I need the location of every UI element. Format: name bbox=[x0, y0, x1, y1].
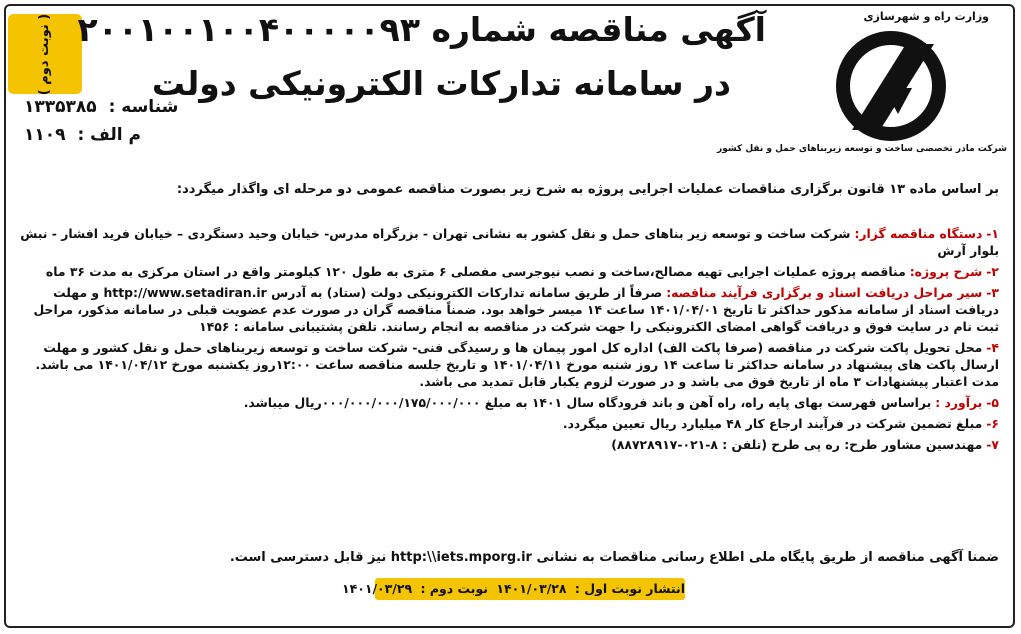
item-label: دستگاه مناقصه گزار: bbox=[854, 226, 983, 241]
item-number: ۳- bbox=[986, 285, 999, 300]
ad-id-value: ۱۳۳۵۳۸۵ bbox=[24, 97, 97, 117]
intro-text: بر اساس ماده ۱۳ قانون برگزاری مناقصات عملیات اجرایی پروژه به شرح زیر بصورت مناقصه عمومی دو مرحله ای واگذار میگردد: bbox=[176, 182, 999, 197]
item-number: ۷- bbox=[986, 437, 999, 452]
publication-second-label: نوبت دوم : bbox=[420, 581, 488, 596]
malef-value: ۱۱۰۹ bbox=[24, 125, 66, 145]
list-item bbox=[20, 263, 999, 280]
list-item bbox=[20, 225, 999, 259]
item-text: شرکت ساخت و توسعه زیر بناهای حمل و نقل کشور به نشانی تهران - بزرگراه مدرس- خیابان وحید دستگردی – خیابان فرید افشار - نبش بلوار آرش bbox=[20, 226, 999, 258]
ministry-name: وزارت راه و شهرسازی bbox=[863, 10, 989, 23]
malef bbox=[24, 125, 141, 145]
round-badge bbox=[8, 14, 82, 94]
portal-note: ضمنا آگهی مناقصه از طریق پایگاه ملی اطلاع رسانی مناقصات به نشانی http:\\iets.mporg.ir نیز قابل دسترسی است. bbox=[229, 550, 999, 565]
item-number: ۵- bbox=[986, 395, 999, 410]
item-text: مبلغ تضمین شرکت در فرآیند ارجاع کار ۴۸ میلیارد ریال تعیین میگردد. bbox=[562, 416, 983, 431]
publication-dates bbox=[341, 578, 685, 600]
ad-id bbox=[24, 97, 178, 117]
company-name: شرکت مادر تخصصی ساخت و توسعه زیربناهای حمل و نقل کشور bbox=[717, 144, 1007, 154]
malef-label: م الف : bbox=[77, 125, 141, 145]
item-text: مهندسین مشاور طرح: ره پی طرح (تلفن : ۸-۰۲۱-۸۸۷۲۸۹۱۷) bbox=[611, 437, 983, 452]
round-badge-text: ( نوبت دوم ) bbox=[37, 13, 53, 95]
item-number: ۱- bbox=[986, 226, 999, 241]
list-item bbox=[20, 394, 999, 411]
list-item bbox=[20, 284, 999, 335]
items-list bbox=[20, 225, 999, 457]
item-label: شرح پروژه: bbox=[909, 264, 983, 279]
item-label: سیر مراحل دریافت اسناد و برگزاری فرآیند مناقصه: bbox=[666, 285, 983, 300]
item-number: ۶- bbox=[986, 416, 999, 431]
item-label: برآورد : bbox=[935, 395, 983, 410]
list-item bbox=[20, 339, 999, 390]
tender-subtitle: در سامانه تدارکات الکترونیکی دولت bbox=[151, 64, 731, 103]
ad-id-label: شناسه : bbox=[108, 97, 179, 117]
tender-title: آگهی مناقصه شماره ۲۰۰۱۰۰۱۰۰۴۰۰۰۰۰۹۳ bbox=[77, 10, 766, 49]
logo-block bbox=[717, 8, 1007, 158]
item-number: ۲- bbox=[986, 264, 999, 279]
publication-second-date: ۱۴۰۱/۰۳/۲۹ bbox=[341, 581, 413, 596]
publication-first-date: ۱۴۰۱/۰۳/۲۸ bbox=[496, 581, 567, 596]
item-text: صرفاً از طریق سامانه تدارکات الکترونیکی دولت (ستاد) به آدرس http://www.setadiran.ir و مهلت دریافت اسناد از سامانه مذکور حداکثر تا تاریخ ۱۴۰۱/۰۴/۰۱ ساعت ۱۴ میسر خواهد بود. ضمناً مناقصه گران در صورت عدم عضویت قبلی در سامانه مذکور، مراحل ثبت نام در سایت فوق و دریافت گواهی امضای الکترونیکی را جهت شرکت در مناقصه به انجام رسانند. تلفن پشتیبانی سامانه : ۱۴۵۶ bbox=[33, 285, 999, 334]
ministry-logo-icon bbox=[834, 30, 949, 142]
publication-label: انتشار نوبت اول : bbox=[574, 581, 685, 596]
item-text: براساس فهرست بهای پایه راه، راه آهن و باند فرودگاه سال ۱۴۰۱ به مبلغ ۰۰۰/۰۰۰/۰۰۰/۱۷۵/۰۰۰/۰۰۰ریال میباشد. bbox=[243, 395, 932, 410]
item-text: مناقصه پروژه عملیات اجرایی تهیه مصالح،ساخت و نصب نیوجرسی مفصلی ۶ متری به طول ۱۲۰ کیلومتر واقع در استان مرکزی به مدت ۳۶ ماه bbox=[45, 264, 906, 279]
item-number: ۴- bbox=[986, 340, 999, 355]
item-text: محل تحویل پاکت شرکت در مناقصه (صرفا پاکت الف) اداره کل امور پیمان ها و رسیدگی فنی- شرکت ساخت و توسعه زیربناهای حمل و نقل کشور و مهلت ارسال پاکت های پیشنهاد در سامانه حداکثر تا ساعت ۱۴ روز شنبه مورخ ۱۴۰۱/۰۴/۱۱ و تاریخ جلسه مناقصه ساعت ۱۲:۰۰روز یکشنبه مورخ ۱۴۰۱/۰۴/۱۲ می باشد. مدت اعتبار پیشنهادات ۳ ماه از تاریخ فوق می باشد و در صورت لزوم یکبار قابل تمدید می باشد. bbox=[35, 340, 999, 389]
list-item bbox=[20, 436, 999, 453]
list-item bbox=[20, 415, 999, 432]
